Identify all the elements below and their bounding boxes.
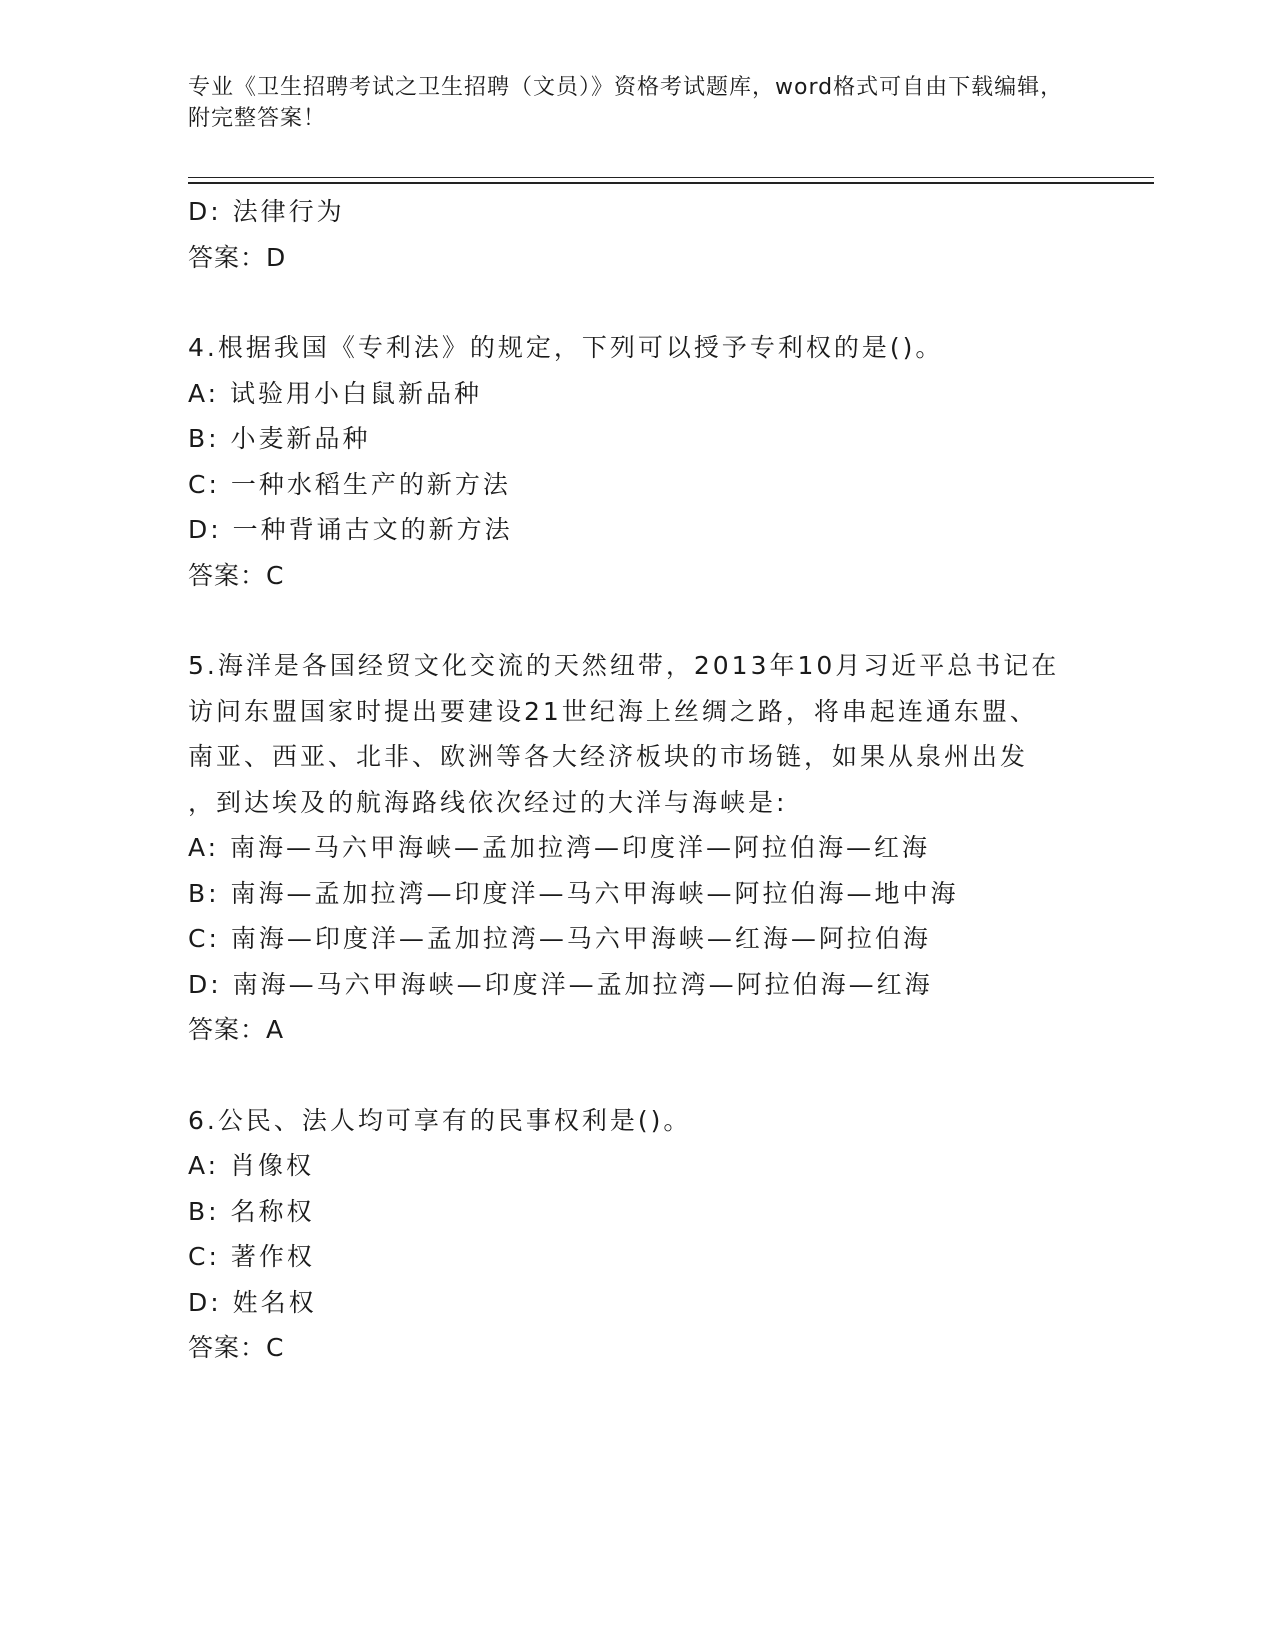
answer-line: 答案：D: [188, 242, 287, 272]
option-b: B: 南海—孟加拉湾—印度洋—马六甲海峡—阿拉伯海—地中海: [188, 878, 959, 908]
option-b: B: 小麦新品种: [188, 424, 371, 453]
option-a: A: 试验用小白鼠新品种: [188, 378, 483, 408]
spacer: [188, 1053, 1088, 1098]
header-divider-thick: [188, 182, 1154, 184]
answer-line: 答案：C: [188, 1333, 285, 1362]
spacer: [188, 280, 1088, 325]
question-stem: 4.根据我国《专利法》的规定，下列可以授予专利权的是()。: [188, 333, 944, 362]
question-stem-line-2: 访问东盟国家时提出要建设21世纪海上丝绸之路，将串起连通东盟、: [188, 696, 1038, 726]
question-4: [188, 325, 1088, 598]
question-6: [188, 1098, 1088, 1371]
option-d: D: 姓名权: [188, 1287, 317, 1317]
option-d: D: 一种背诵古文的新方法: [188, 515, 513, 544]
option-c: C: 著作权: [188, 1242, 315, 1271]
spacer: [188, 598, 1088, 643]
option-c: C: 南海—印度洋—孟加拉湾—马六甲海峡—红海—阿拉伯海: [188, 924, 931, 953]
option-d: D: 法律行为: [188, 197, 345, 226]
header-divider-thin: [188, 177, 1154, 178]
answer-line: 答案：C: [188, 560, 285, 590]
document-header: 专业《卫生招聘考试之卫生招聘（文员）》资格考试题库，word格式可自由下载编辑，附完整答案！: [188, 75, 1064, 131]
question-stem: 6.公民、法人均可享有的民事权利是()。: [188, 1105, 692, 1135]
prev-question-tail: [188, 189, 1088, 280]
option-b: B: 名称权: [188, 1196, 315, 1226]
question-stem-line-4: ，到达埃及的航海路线依次经过的大洋与海峡是:: [188, 787, 788, 817]
option-a: A: 肖像权: [188, 1151, 315, 1180]
question-list: [188, 189, 1088, 1371]
option-d: D: 南海—马六甲海峡—印度洋—孟加拉湾—阿拉伯海—红海: [188, 969, 933, 999]
question-stem-line-1: 5.海洋是各国经贸文化交流的天然纽带，2013年10月习近平总书记在: [188, 651, 1060, 680]
option-c: C: 一种水稻生产的新方法: [188, 469, 511, 499]
question-5: [188, 643, 1088, 1053]
answer-line: 答案：A: [188, 1015, 285, 1044]
option-a: A: 南海—马六甲海峡—孟加拉湾—印度洋—阿拉伯海—红海: [188, 833, 931, 862]
question-stem-line-3: 南亚、西亚、北非、欧洲等各大经济板块的市场链，如果从泉州出发: [188, 742, 1029, 771]
